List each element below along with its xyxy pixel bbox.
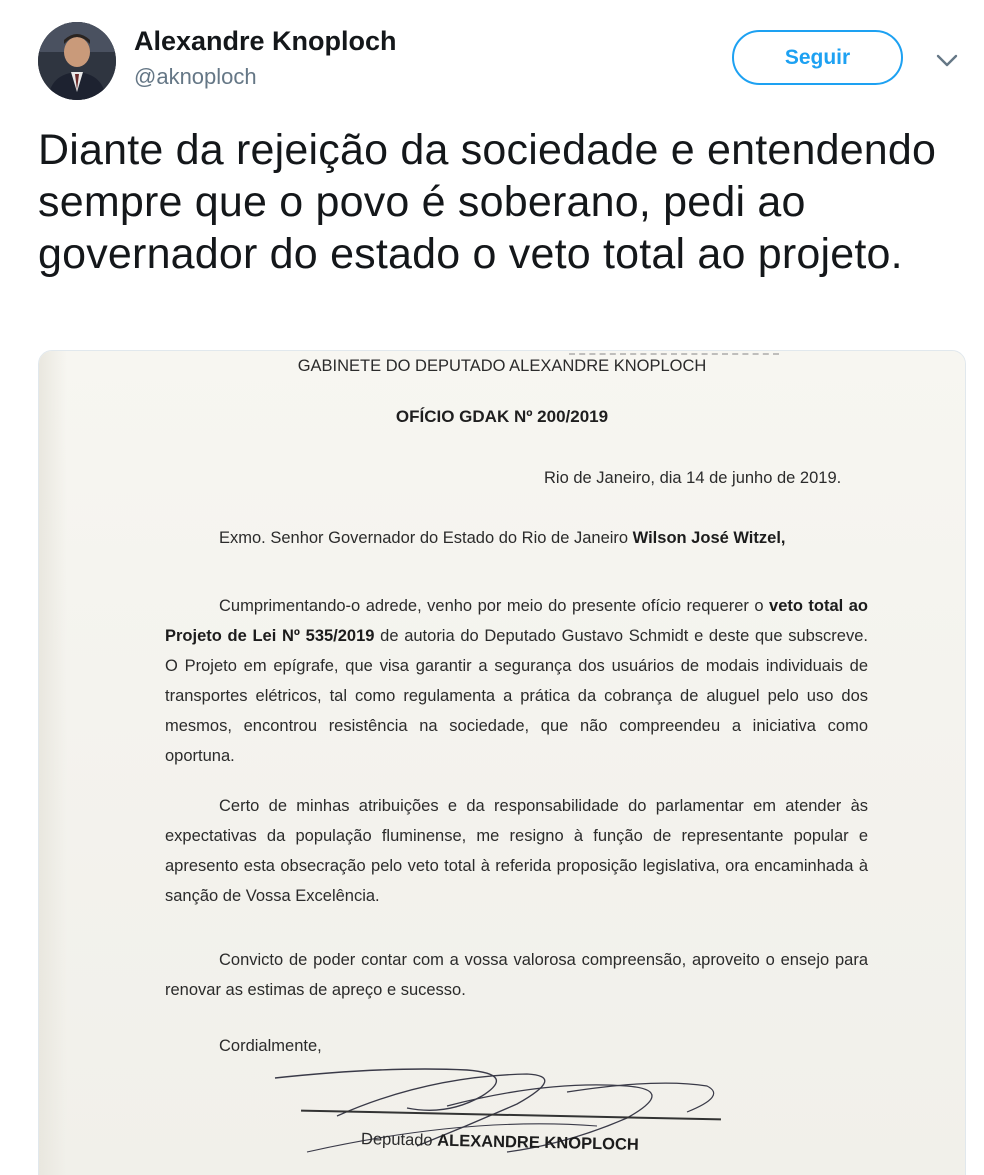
follow-button[interactable]: Seguir <box>732 30 903 85</box>
p1-text-b: de autoria do Deputado Gustavo Schmidt e deste que subscreve. O Projeto em epígrafe, que visa garantir a segurança dos usuários de modais individuais de transportes elétricos, tal como regulamenta a prática da cobrança de aluguel pelo uso dos mesmos, encontrou resistência na sociedade, que não compreendeu a iniciativa como oportuna. <box>165 627 868 765</box>
addressee-prefix: Exmo. Senhor Governador do Estado do Rio de Janeiro <box>219 529 633 547</box>
tweet-media-image[interactable] <box>38 350 966 1175</box>
avatar-photo <box>38 22 116 100</box>
document-office: GABINETE DO DEPUTADO ALEXANDRE KNOPLOCH <box>297 357 707 375</box>
avatar[interactable] <box>38 22 116 100</box>
author-handle[interactable]: @aknoploch <box>134 64 257 89</box>
p1-text-a: Cumprimentando-o adrede, venho por meio do presente ofício requerer o <box>219 597 770 615</box>
p1-bold: veto total ao Projeto de Lei Nº 535/2019 <box>165 597 868 645</box>
document-paragraph-2: Certo de minhas atribuições e da responsabilidade do parlamentar em atender às expectativas da população fluminense, me resigno à função de representante popular e apresento esta obsecração pelo veto total à referida proposição legislativa, ora encaminhada à sanção de Vossa Excelência. <box>165 797 868 905</box>
document-paragraph-1 <box>165 591 868 771</box>
signer-name: ALEXANDRE KNOPLOCH <box>436 1131 640 1154</box>
addressee-name: Wilson José Witzel, <box>632 529 786 547</box>
tweet-text: Diante da rejeição da sociedade e entendendo sempre que o povo é soberano, pedi ao governador do estado o veto total ao projeto. <box>38 126 937 278</box>
signer-prefix: Deputado <box>360 1130 438 1150</box>
author-name[interactable]: Alexandre Knoploch <box>134 26 397 56</box>
document-addressee <box>219 529 785 548</box>
document-closing: Cordialmente, <box>219 1037 322 1055</box>
document-date: Rio de Janeiro, dia 14 de junho de 2019. <box>544 469 842 487</box>
page-edge-shadow <box>39 351 67 1175</box>
cut-off-header <box>569 350 779 355</box>
chevron-down-icon[interactable] <box>930 46 964 76</box>
document-title: OFÍCIO GDAK Nº 200/2019 <box>395 407 609 426</box>
document-page <box>39 351 965 1175</box>
document-paragraph-3: Convicto de poder contar com a vossa valorosa compreensão, aproveito o ensejo para renovar as estimas de apreço e sucesso. <box>165 951 868 999</box>
